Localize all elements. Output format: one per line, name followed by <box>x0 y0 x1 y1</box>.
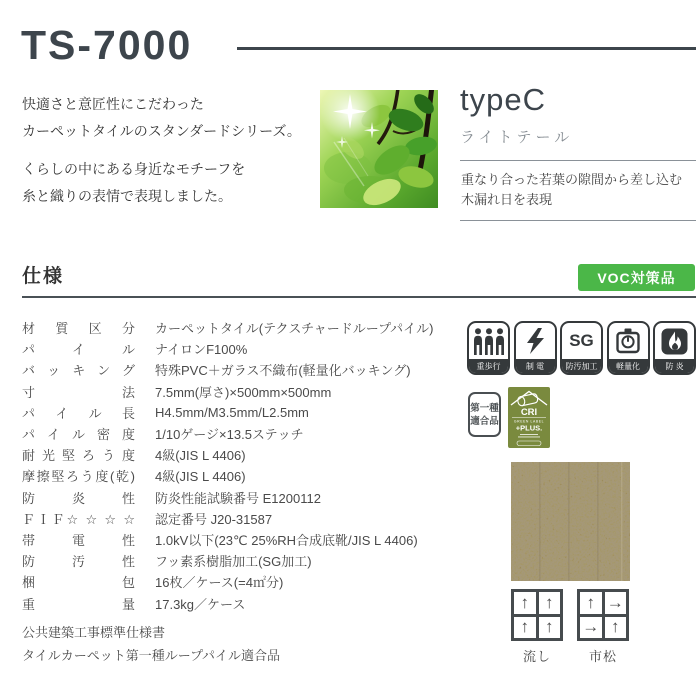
cert-icon-label: 制 電 <box>516 359 555 373</box>
spec-value: 特殊PVC＋ガラス不織布(軽量化バッキング) <box>155 363 411 379</box>
cert-icon-label: 重歩行 <box>469 359 508 373</box>
spec-value: 4級(JIS L 4406) <box>155 469 246 485</box>
spec-row <box>22 465 462 486</box>
spec-value: 16枚／ケース(=4㎡分) <box>155 575 284 591</box>
spec-label: パイル密度 <box>22 427 135 443</box>
spec-value: 1/10ゲージ×13.5ステッチ <box>155 427 304 443</box>
cert-icon-label: 防 炎 <box>655 359 694 373</box>
direction-arrow: ↑ <box>514 617 536 639</box>
flame-retardant-badge <box>653 321 696 375</box>
spec-label: 帯電性 <box>22 532 135 548</box>
layout-grid-label: 市松 <box>588 649 617 664</box>
heavy-traffic-icon <box>469 323 508 359</box>
spec-label: パイル長 <box>22 405 135 421</box>
product-title: TS-7000 <box>21 22 193 68</box>
direction-arrow: → <box>605 592 627 614</box>
spec-section-heading: 仕様 <box>22 266 65 287</box>
spec-value: 防炎性能試験番号 E1200112 <box>155 490 321 506</box>
spec-table <box>22 317 462 614</box>
spec-row <box>22 550 462 571</box>
spec-row <box>22 359 462 380</box>
title-rule <box>237 47 696 50</box>
spec-label: 寸法 <box>22 384 135 400</box>
cri-org-text: CRI <box>520 407 538 418</box>
direction-arrow: ↑ <box>539 592 561 614</box>
direction-arrow: → <box>580 617 602 639</box>
leaf-photo <box>320 90 438 208</box>
direction-arrow: ↑ <box>539 617 561 639</box>
spec-row <box>22 338 462 359</box>
spec-label: 摩擦堅ろう度(乾) <box>22 469 135 485</box>
intro-line: カーペットタイルのスタンダードシリーズ。 <box>22 125 301 140</box>
footnote-line: タイルカーペット第一種ループパイル適合品 <box>22 648 281 663</box>
grade-badge <box>468 392 501 437</box>
direction-arrow: ↑ <box>580 592 602 614</box>
product-swatch <box>511 462 630 581</box>
spec-row <box>22 423 462 444</box>
scale-icon <box>609 323 648 359</box>
stain-resistant-badge <box>560 321 603 375</box>
colorway-description-line: 重なり合った若葉の隙間から差し込む <box>461 172 683 187</box>
layout-grid-label: 流し <box>522 649 551 664</box>
cert-icons-row <box>467 321 696 375</box>
spec-value: 4級(JIS L 4406) <box>155 448 246 464</box>
cert-icon-label: 軽量化 <box>609 359 648 373</box>
intro-text <box>22 92 317 211</box>
spec-label: バッキング <box>22 363 135 379</box>
spec-value: 17.3kg／ケース <box>155 596 246 612</box>
spec-row <box>22 529 462 550</box>
spec-value: カーペットタイル(テクスチャードループパイル) <box>155 321 434 337</box>
cri-green-label-badge <box>508 387 550 448</box>
leaf-photo-image <box>320 90 438 208</box>
footnote-line: 公共建築工事標準仕様書 <box>22 625 166 640</box>
spec-row <box>22 317 462 338</box>
layout-grid-nagashi <box>511 589 563 641</box>
spec-row <box>22 487 462 508</box>
flame-icon <box>655 323 694 359</box>
spec-label: 耐光堅ろう度 <box>22 448 135 464</box>
spec-value: 1.0kV以下(23℃ 25%RH合成底靴/JIS L 4406) <box>155 532 418 548</box>
spec-row <box>22 381 462 402</box>
colorway-name: ライトテール <box>460 129 574 146</box>
layout-grid-ichimatsu <box>577 589 629 641</box>
type-block <box>460 82 696 221</box>
spec-row <box>22 444 462 465</box>
colorway-description-line: 木漏れ日を表現 <box>461 192 553 207</box>
spec-label: ＦＩＦ☆ ☆ ☆ ☆ <box>22 511 135 527</box>
spec-value: 認定番号 J20-31587 <box>155 511 273 527</box>
spec-row <box>22 592 462 613</box>
intro-line: くらしの中にある身近なモチーフを <box>22 163 246 178</box>
colorway-description <box>460 160 696 221</box>
sg-glyph: SG <box>569 331 594 350</box>
spec-row <box>22 402 462 423</box>
spec-value: フッ素系樹脂加工(SG加工) <box>155 554 312 570</box>
intro-line: 快適さと意匠性にこだわった <box>22 98 204 113</box>
direction-arrow: ↑ <box>514 592 536 614</box>
spec-value: H4.5mm/M3.5mm/L2.5mm <box>155 404 309 420</box>
spec-label: 梱包 <box>22 575 135 591</box>
spec-value: 7.5mm(厚さ)×500mm×500mm <box>155 384 332 400</box>
grade-badge-line: 適合品 <box>470 415 499 427</box>
anti-static-badge <box>514 321 557 375</box>
cri-label-text: GREEN LABEL <box>513 419 545 424</box>
spec-rule <box>22 296 696 298</box>
cri-plus-text: +PLUS. <box>515 423 543 433</box>
intro-line: 糸と織りの表情で表現しました。 <box>22 190 232 205</box>
lightweight-badge <box>607 321 650 375</box>
spec-value: ナイロンF100% <box>155 342 248 358</box>
cert-icon-label: 防汚加工 <box>562 359 601 373</box>
spec-label: 防汚性 <box>22 554 135 570</box>
heavy-traffic-badge <box>467 321 510 375</box>
footnotes <box>22 621 280 667</box>
spec-label: 重量 <box>22 596 135 612</box>
spec-row <box>22 571 462 592</box>
lightning-icon <box>516 323 555 359</box>
spec-label: 防炎性 <box>22 490 135 506</box>
voc-badge: VOC対策品 <box>578 264 695 291</box>
grade-badge-line: 第一種 <box>470 402 499 414</box>
spec-label: パイル <box>22 342 135 358</box>
spec-row <box>22 508 462 529</box>
direction-arrow: ↑ <box>605 617 627 639</box>
spec-label: 材質区分 <box>22 321 135 337</box>
type-heading: typeC <box>460 82 546 117</box>
